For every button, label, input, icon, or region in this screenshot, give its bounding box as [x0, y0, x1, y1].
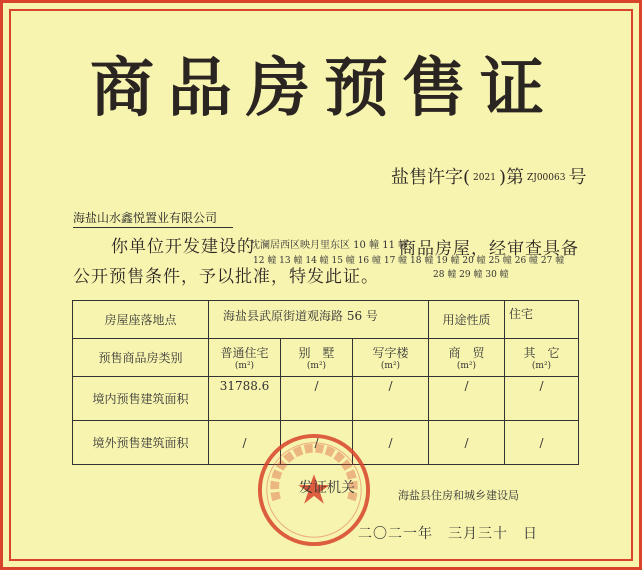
- permit-number-line: [391, 163, 586, 189]
- developer-company: 海盐山水鑫悦置业有限公司: [73, 209, 233, 228]
- foreign-area-value: /: [353, 421, 429, 465]
- foreign-area-value: /: [281, 421, 353, 465]
- foreign-area-value: /: [505, 421, 579, 465]
- category-unit: (m²): [380, 361, 401, 371]
- table-row-domestic: [73, 377, 579, 421]
- category-cell: [281, 339, 353, 377]
- domestic-area-value: /: [505, 377, 579, 421]
- location-label: 房屋座落地点: [73, 301, 209, 339]
- permit-close: )第: [498, 167, 524, 188]
- buildings-line-3: 28 幢 29 幢 30 幢: [433, 270, 509, 280]
- issue-date: 二〇二一年 三月三十 日: [358, 526, 538, 542]
- domestic-area-value: /: [281, 377, 353, 421]
- issuing-authority-name: 海盐县住房和城乡建设局: [398, 489, 519, 502]
- category-name: 普通住宅: [220, 346, 269, 360]
- category-unit: (m²): [531, 361, 552, 371]
- category-cell: [209, 339, 281, 377]
- sentence-part1: 你单位开发建设的: [111, 237, 255, 257]
- usage-value: 住宅: [505, 301, 579, 339]
- category-name: 别 墅: [298, 346, 335, 360]
- domestic-area-value: 31788.6: [209, 377, 281, 421]
- permit-suffix: 号: [568, 167, 587, 188]
- domestic-area-value: /: [353, 377, 429, 421]
- category-name: 其 它: [523, 346, 560, 360]
- category-unit: (m²): [456, 361, 477, 371]
- category-label: 预售商品房类别: [73, 339, 209, 377]
- buildings-line-2: 12 幢 13 幢 14 幢 15 幢 16 幢 17 幢 18 幢 19 幢 20 幢 25 幢 26 幢 27 幢: [253, 256, 565, 266]
- permit-year: 2021: [473, 173, 496, 183]
- category-unit: (m²): [234, 361, 255, 371]
- issuing-authority-label: 发证机关: [299, 480, 355, 496]
- permit-prefix: 盐售许字(: [391, 167, 471, 188]
- category-unit: (m²): [306, 361, 327, 371]
- certificate-title: 商品房预售证: [90, 51, 558, 126]
- table-row-categories: [73, 339, 579, 377]
- category-cell: [353, 339, 429, 377]
- foreign-area-value: /: [429, 421, 505, 465]
- project-name: 沈澜居西区映月里东区 10 幢 11 幢: [250, 240, 409, 251]
- permit-number: ZJ00063: [526, 173, 566, 183]
- category-name: 商 贸: [448, 346, 485, 360]
- table-row-location: [73, 301, 579, 339]
- sentence-part2: 商品房屋，经审查具备: [399, 239, 579, 259]
- foreign-area-label: 境外预售建筑面积: [73, 421, 209, 465]
- usage-label: 用途性质: [429, 301, 505, 339]
- category-cell: [505, 339, 579, 377]
- sentence-part3: 公开预售条件，予以批准，特发此证。: [73, 267, 379, 287]
- domestic-area-value: /: [429, 377, 505, 421]
- domestic-area-label: 境内预售建筑面积: [73, 377, 209, 421]
- location-value: 海盐县武原街道观海路 56 号: [209, 301, 429, 339]
- category-cell: [429, 339, 505, 377]
- category-name: 写字楼: [372, 346, 409, 360]
- foreign-area-value: /: [209, 421, 281, 465]
